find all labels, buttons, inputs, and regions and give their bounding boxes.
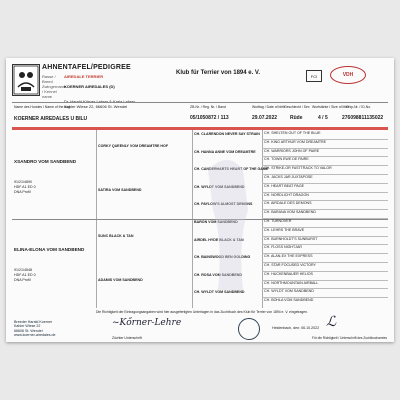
great-grandparent: CH. PAYLOW'S ALMOST DEMONS [194, 202, 253, 207]
great-great-grandparent: CH. HUCKENBAUER HELIOS [264, 271, 313, 276]
chip-value: 276098811135022 [342, 115, 384, 121]
pedigree-grid [12, 130, 388, 308]
great-great-grandparent: CH. STAR FOCUSED VICTORY [264, 263, 316, 267]
great-great-grandparent: CH. LEHRS THE BRAVE [264, 227, 305, 232]
dam-info-2: HDF A1 ED 0 [14, 273, 36, 277]
litter-value: 4 / 5 [318, 115, 328, 121]
great-great-grandparent: CH. BURNHOLDT'S SUNBURST [264, 236, 318, 241]
kennel-label: Zwingername / Kennel name [42, 84, 67, 99]
chip-label: Chip-Nr. / ID-No. [346, 105, 372, 109]
great-great-grandparent: CH. NORDLICHT DRAGON [264, 192, 309, 197]
dam-name: ELINA-ELONA VOM SANDBEND [14, 247, 85, 252]
litter-label: Wurfstärke / Size of litter [312, 105, 349, 109]
sex-label: Geschlecht / Sex [284, 105, 310, 109]
grandparent-4: ADAMIS VOM SANDBEND [98, 278, 143, 282]
sire-info-1: 91/21/4890 [14, 180, 32, 184]
club-logo [12, 64, 40, 96]
great-grandparent: BARON VOM SANDBEND [194, 220, 238, 224]
great-grandparent: CH. ROSA VOM SANDBEND [194, 272, 242, 277]
studbook-signature: ℒ [326, 314, 337, 330]
breeder-stamp [14, 320, 56, 337]
dob-label: Wurftag / Date of birth [252, 105, 286, 109]
great-grandparent: CH. WYLDT VOM SANDBEND [194, 184, 245, 189]
great-grandparent: CH. CANDERHARTS HEART OF THE GAME [194, 167, 269, 172]
great-great-grandparent: CH. JACKS JAR JUXTAPOSE [264, 175, 313, 179]
great-great-grandparent: CH. NORTHMOUNTAIN AIRBALL [264, 280, 319, 285]
sire-name: XSANDRO VOM SANDBEND [14, 159, 77, 164]
great-great-grandparent: CH. TURNOVER [264, 219, 292, 223]
sex-value: Rüde [290, 115, 303, 121]
club-name: Klub für Terrier von 1894 e. V. [176, 70, 261, 76]
breed-label: Rasse / Breed [42, 74, 56, 84]
great-grandparent: CH. BAINSWOOD BEN GOLDING [194, 255, 251, 260]
grandparent-1: CORKY QUEENLY VOM DREAMTRE HOF [98, 144, 169, 148]
great-great-grandparent: CH. WARRIORS JOHN OF PAIRE [264, 148, 320, 153]
kennel-value: KOERNER AIREDALES (D) [64, 84, 115, 89]
great-great-grandparent: CH. TOWN EWE DE PAIRE [264, 157, 309, 162]
grandparent-2: SATIRA VOM SANDBEND [98, 188, 142, 192]
terrier-logo-icon [13, 65, 39, 95]
owner-value: Dr. Harald Körner-Lehrer & Karla Lehrer [64, 99, 135, 104]
great-great-grandparent: CH. FLOSS NIGHTJAR [264, 245, 302, 250]
sire-info-3: DNA Profil [14, 190, 31, 194]
breeder-web: www.koerner-airedales.de [14, 332, 56, 337]
great-great-grandparent: CH. ALAN-EX THE EXPRESS [264, 254, 313, 259]
zb-label: ZB-Nr. / Reg. Nr. / Band [190, 105, 226, 109]
great-great-grandparent: CH. SHELTEN OUT OF THE BLUE [264, 131, 321, 135]
pedigree-document [6, 58, 394, 342]
watermark-dog-icon [198, 150, 258, 300]
breeder-line-3: 66606 St. Wendel [14, 328, 43, 333]
great-grandparent: CH. WYLDT VOM SANDBEND [194, 290, 245, 295]
great-great-grandparent: CH. HEART BEAT PAGE [264, 183, 305, 188]
great-great-grandparent: CH. KING ARTHUR VOM DREAMTRE [264, 139, 327, 144]
great-grandparent: AIRDEL HYDE BLACK & TAN [194, 237, 244, 242]
great-great-grandparent: CH. BARANA VOM SANDBEND [264, 210, 316, 215]
sire-info-2: HDF A1 ED 0 [14, 185, 36, 189]
great-grandparent: CH. HANNA ANNE VOM DREAMTRE [194, 149, 256, 154]
breeder-line-2: Kahler Wiese 22 [14, 324, 41, 329]
dam-info-3: DNA Profil [14, 278, 31, 282]
fci-badge: FCI [306, 70, 322, 82]
great-great-grandparent: CH. BOHLA VOM SANDBEND [264, 298, 314, 303]
vdh-badge: VDH [330, 66, 366, 84]
place-date: Heidenbach, den: 06.10.2022 [272, 326, 320, 330]
zb-value: 05/1050872 / 113 [190, 115, 229, 121]
dam-info-1: 91/21/4548 [14, 268, 32, 272]
great-great-grandparent: CH. AIRDALE DES DEMONS [264, 201, 312, 206]
breeder-line-1: Breeder Harald Koerner [14, 320, 53, 324]
breed-value: AIREDALE TERRIER [64, 74, 104, 79]
studbook-sig-label: Für die Richtigkeit / Unterschrift des Zuchtbuchamtes [312, 336, 387, 340]
registration-bar [12, 102, 388, 128]
dog-name-label: Name des Hundes / Name of the dog [14, 105, 70, 109]
great-grandparent: CH. CLARENDON NEVER SAY STRAIN [194, 132, 260, 136]
certification-text: Die Richtigkeit der Eintragungsangaben wird hier ausgefertigten Unterlagen in das Zuchtbuch des Klub für Terrier von 1894 e. V. eingetragen. [95, 310, 309, 314]
great-great-grandparent: CH. WYLDT VOM SANDBEND [264, 289, 314, 294]
grandparent-3: SUNC BLACK & TAN [98, 234, 134, 238]
document-title: AHNENTAFEL/PEDIGREE [42, 64, 131, 71]
breeder-signature: ~Kőrner-Lehre [112, 318, 182, 328]
address-value: Kahler Wiese 22, 66606 St. Wendel [64, 104, 128, 109]
breeder-sig-label: Züchter Unterschrift [112, 336, 142, 340]
dob-value: 29.07.2022 [252, 115, 278, 121]
great-great-grandparent: CH. STRIKE-OR FASTTRACK TO VALOR [264, 166, 332, 171]
dog-name: KOERNER AIREDALES U BILU [14, 116, 88, 122]
club-seal-icon [238, 318, 260, 340]
